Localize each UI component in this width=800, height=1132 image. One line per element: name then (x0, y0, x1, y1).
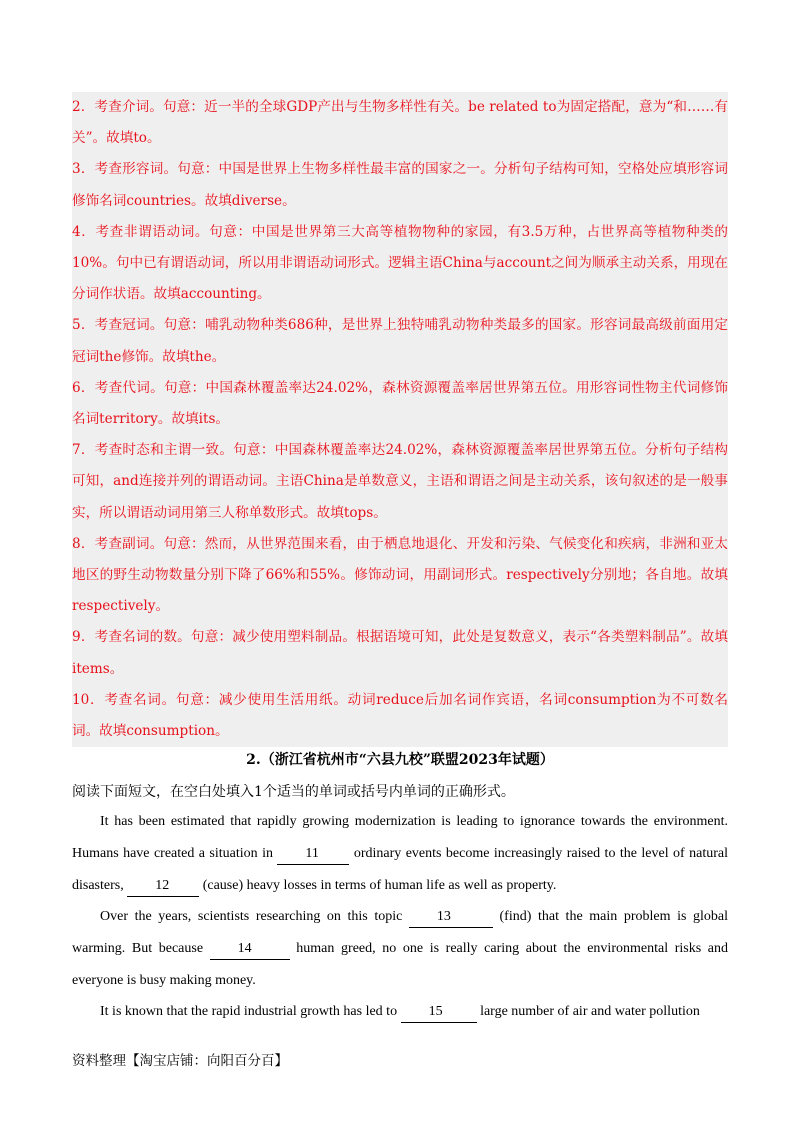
passage-text: (find) that the main problem is global warming. But because (72, 909, 729, 956)
passage-paragraph-3 (72, 996, 728, 1028)
passage-text: It is known that the rapid industrial growth has led to (100, 1004, 401, 1019)
footer-note: 资料整理【淘宝店铺：向阳百分百】 (72, 1053, 288, 1069)
answer-6: 6．考查代词。句意：中国森林覆盖率达24.02%，森林资源覆盖率居世界第五位。用形容词性物主代词修饰名词territory。故填its。 (72, 379, 728, 428)
passage-text: large number of air and water pollution (476, 1004, 700, 1019)
answer-9: 9．考查名词的数。句意：减少使用塑料制品。根据语境可知，此处是复数意义，表示“各类塑料制品”。故填items。 (72, 629, 728, 677)
answer-4: 4．考查非谓语动词。句意：中国是世界第三大高等植物物种的家园，有3.5万种，占世界高等植物种类的10%。句中已有谓语动词，所以用非谓语动词形式。逻辑主语China与account之间为顺承主动关系，用现在分词作状语。故填accounting。 (72, 223, 728, 303)
answer-10: 10．考查名词。句意：减少使用生活用纸。动词reduce后加名词作宾语，名词consumption为不可数名词。故填consumption。 (72, 691, 728, 740)
answer-8: 8．考查副词。句意：然而，从世界范围来看，由于栖息地退化、开发和污染、气候变化和疾病，非洲和亚太地区的野生动物数量分别下降了66%和55%。修饰动词，用副词形式。respectively分别地；各自地。故填respectively。 (72, 535, 728, 615)
passage-text: Over the years, scientists researching on this topic (100, 909, 409, 924)
passage-text: ordinary events become increasingly raised to the level of natural disasters, (72, 846, 728, 893)
answer-7: 7．考查时态和主谓一致。句意：中国森林覆盖率达24.02%，森林资源覆盖率居世界第五位。分析句子结构可知，and连接并列的谓语动词。主语China是单数意义，主语和谓语之间是主动关系，该句叙述的是一般事实，所以谓语动词用第三人称单数形式。故填tops。 (72, 442, 728, 521)
passage-text: human greed, no one is really caring about the environmental risks and everyone is busy making money. (72, 941, 728, 988)
passage-paragraph-2 (72, 901, 728, 997)
passage (72, 806, 728, 1027)
blank-12[interactable]: 12 (127, 876, 199, 897)
blank-13[interactable]: 13 (409, 907, 493, 928)
blank-11[interactable]: 11 (277, 844, 349, 865)
passage-text: It has been estimated that rapidly growing modernization is leading to ignorance towards the environment. Humans have created a situation in (72, 814, 728, 861)
answer-2: 2．考查介词。句意：近一半的全球GDP产出与生物多样性有关。be related to为固定搭配，意为“和……有关”。故填to。 (72, 99, 728, 147)
answer-5: 5．考查冠词。句意：哺乳动物种类686种，是世界上独特哺乳动物种类最多的国家。形容词最高级前面用定冠词the修饰。故填the。 (72, 317, 728, 365)
section-title: 2.（浙江省杭州市“六县九校”联盟2023年试题） (246, 752, 554, 768)
instruction: 阅读下面短文，在空白处填入1个适当的单词或括号内单词的正确形式。 (72, 784, 515, 800)
blank-15[interactable]: 15 (401, 1002, 477, 1023)
answer-explanations (72, 92, 728, 747)
blank-14[interactable]: 14 (210, 939, 290, 960)
passage-paragraph-1 (72, 806, 728, 902)
answer-3: 3．考查形容词。句意：中国是世界上生物多样性最丰富的国家之一。分析句子结构可知，空格处应填形容词修饰名词countries。故填diverse。 (72, 161, 728, 209)
passage-text: (cause) heavy losses in terms of human life as well as property. (199, 878, 557, 893)
